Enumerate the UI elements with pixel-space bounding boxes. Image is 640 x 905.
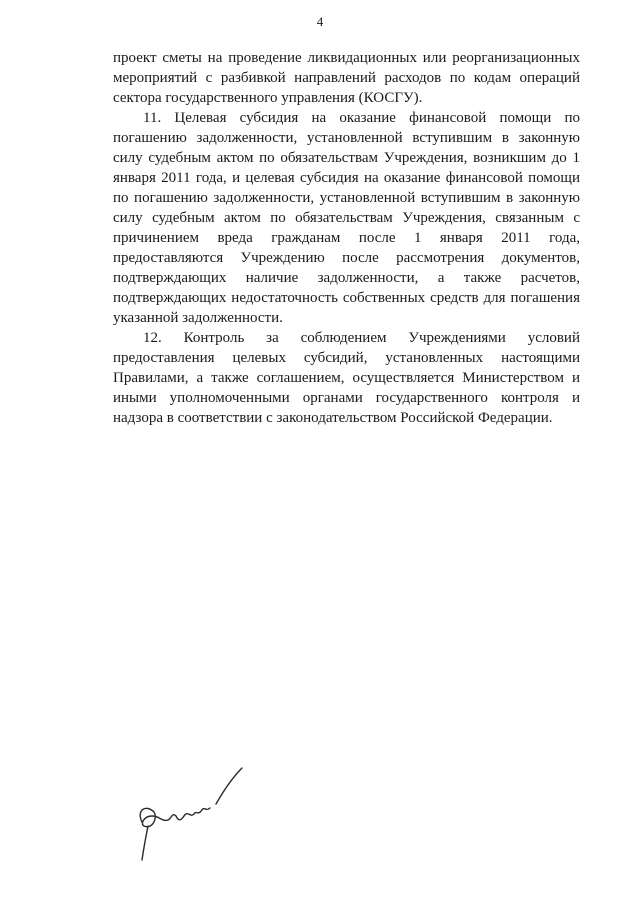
document-body xyxy=(113,48,580,428)
paragraph-11: 11. Целевая субсидия на оказание финансовой помощи по погашению задолженности, установленной вступившим в законную силу судебным актом по обязательствам Учреждения, возникшим до 1 января 2011 года, и целевая субсидия на оказание финансовой помощи по погашению задолженности, установленной вступившим в законную силу судебным актом по обязательствам Учреждения, связанным с причинением вреда гражданам после 1 января 2011 года, предоставляются Учреждению после рассмотрения документов, подтверждающих наличие задолженности, а также расчетов, подтверждающих недостаточность собственных средств для погашения указанной задолженности. xyxy=(113,110,580,326)
paragraph-continuation: проект сметы на проведение ликвидационных или реорганизационных мероприятий с разбивкой направлений расходов по кодам операций сектора государственного управления (КОСГУ). xyxy=(113,50,580,106)
signature-stroke-middle xyxy=(184,808,210,816)
paragraph-12: 12. Контроль за соблюдением Учреждениями условий предоставления целевых субсидий, установленных настоящими Правилами, а также соглашением, осуществляется Министерством и иными уполномоченными органами государственного контроля и надзора в соответствии с законодательством Российской Федерации. xyxy=(113,330,580,426)
handwritten-signature xyxy=(132,760,252,870)
signature-stroke-slash xyxy=(216,768,242,804)
signature-stroke-tail xyxy=(142,826,148,860)
signature-stroke-loop xyxy=(140,808,184,826)
page-number: 4 xyxy=(316,14,324,29)
